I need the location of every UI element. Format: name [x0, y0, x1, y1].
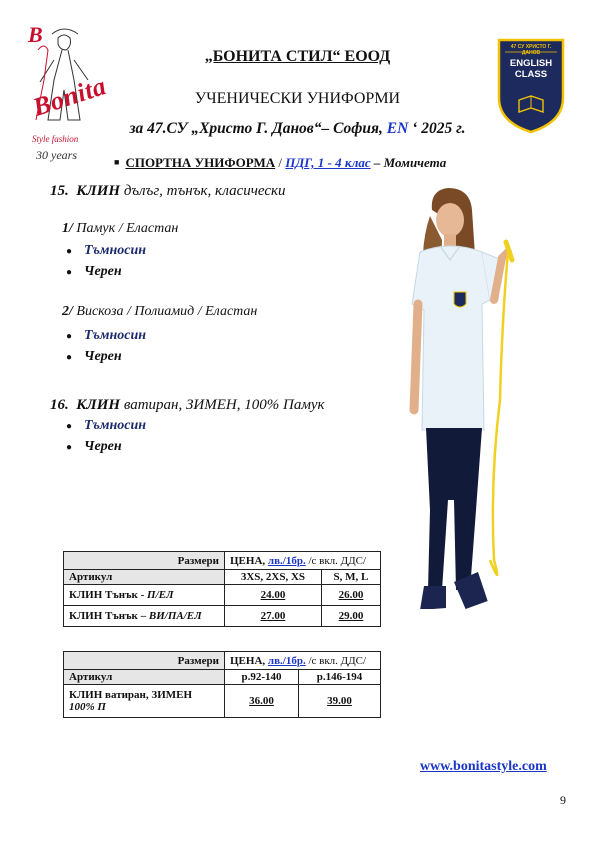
price-vat: /с вкл. ДДС/ [308, 654, 367, 667]
school-year: ‘ 2025 г. [412, 120, 466, 137]
bullet-icon: ● [66, 267, 73, 278]
item-16-title [50, 397, 325, 414]
size-col-1: р.92-140 [225, 670, 299, 685]
list-item [66, 436, 146, 457]
item-desc: дълъг, тънък, класически [123, 183, 286, 199]
item-desc: ватиран, ЗИМЕН, 100% Памук [123, 397, 325, 413]
material-text: Памук / Еластан [76, 221, 179, 236]
company-title: „БОНИТА СТИЛ“ ЕООД [204, 48, 391, 65]
sport-grade: ПДГ, 1 - 4 клас [285, 155, 371, 170]
list-item [66, 415, 146, 436]
logo-brand: Bonita [29, 71, 110, 122]
color-name: Тъмносин [84, 243, 147, 258]
article-name [64, 606, 225, 627]
article-name-text: КЛИН ватиран, ЗИМЕН [69, 689, 193, 701]
price-cell: 39.00 [298, 685, 380, 718]
color-name: Черен [84, 349, 122, 364]
material-1 [62, 221, 178, 237]
material-1-colors [66, 240, 146, 282]
logo-letter: B [28, 22, 43, 47]
price-label: ЦЕНА, [230, 654, 266, 667]
website-link[interactable]: www.bonitastyle.com [420, 759, 547, 774]
item-15-title [50, 183, 286, 200]
sizes-header: Размери [64, 552, 225, 570]
bullet-square-icon: ■ [114, 157, 120, 167]
sport-sep: / [275, 155, 286, 170]
item-name: КЛИН [76, 397, 121, 413]
price-label: ЦЕНА, [230, 554, 266, 567]
item-number: 16. [50, 397, 69, 413]
article-header: Артикул [64, 670, 225, 685]
article-fabric: 100% П [69, 701, 106, 713]
price-cell: 29.00 [321, 606, 380, 627]
girl-in-uniform-icon [390, 180, 530, 640]
school-name: за 47.СУ „Христо Г. Данов“– София, [129, 120, 383, 137]
color-name: Тъмносин [84, 418, 147, 433]
item-number: 15. [50, 183, 69, 199]
bullet-icon: ● [66, 331, 73, 342]
article-fabric: ВИ/ПА/ЕЛ [148, 610, 202, 622]
model-photo [390, 180, 530, 640]
price-cell: 26.00 [321, 585, 380, 606]
material-2-colors [66, 325, 146, 367]
price-table-2 [63, 651, 381, 718]
school-en: EN [386, 120, 409, 137]
price-unit: лв./1бр. [267, 554, 306, 567]
sport-label: СПОРТНА УНИФОРМА [125, 155, 276, 170]
table-row [64, 585, 381, 606]
price-header [225, 552, 381, 570]
sport-uniform-line [114, 155, 446, 171]
price-cell: 24.00 [225, 585, 322, 606]
price-table-1 [63, 551, 381, 627]
size-col-2: S, M, L [321, 570, 380, 585]
size-col-2: р.146-194 [298, 670, 380, 685]
sizes-header: Размери [64, 652, 225, 670]
logo-tagline: Style fashion [32, 134, 79, 144]
bullet-icon: ● [66, 442, 73, 453]
material-num: 1/ [62, 221, 73, 236]
list-item [66, 240, 146, 261]
material-2 [62, 304, 257, 320]
price-cell: 36.00 [225, 685, 299, 718]
logo-years: 30 years [36, 148, 77, 162]
item-name: КЛИН [76, 183, 121, 199]
bullet-icon: ● [66, 246, 73, 257]
badge-school-text: 47 СУ ХРИСТО Г. ДАНОВ [510, 44, 552, 56]
bullet-icon: ● [66, 352, 73, 363]
table-row [64, 606, 381, 627]
badge-line1: ENGLISH [509, 58, 553, 69]
price-vat: /с вкл. ДДС/ [308, 554, 367, 567]
list-item [66, 325, 146, 346]
document-subtitle: УЧЕНИЧЕСКИ УНИФОРМИ [194, 90, 401, 107]
article-name [64, 585, 225, 606]
color-name: Тъмносин [84, 328, 147, 343]
bullet-icon: ● [66, 421, 73, 432]
article-name-text: КЛИН Тънък - [69, 589, 148, 601]
article-fabric: П/ЕЛ [147, 589, 174, 601]
item-16-colors [66, 415, 146, 457]
school-line [0, 120, 595, 138]
color-name: Черен [84, 439, 122, 454]
price-header [225, 652, 381, 670]
list-item [66, 346, 146, 367]
article-name-text: КЛИН Тънък – [69, 610, 149, 622]
material-num: 2/ [62, 304, 73, 319]
price-unit: лв./1бр. [267, 654, 306, 667]
size-col-1: 3XS, 2XS, XS [225, 570, 322, 585]
article-header: Артикул [64, 570, 225, 585]
list-item [66, 261, 146, 282]
material-text: Вискоза / Полиамид / Еластан [76, 304, 258, 319]
color-name: Черен [84, 264, 122, 279]
page-number: 9 [560, 793, 566, 807]
article-name [64, 685, 225, 718]
badge-line2: CLASS [514, 69, 548, 80]
price-cell: 27.00 [225, 606, 322, 627]
sport-girls: – Момичета [370, 155, 447, 170]
table-row [64, 685, 381, 718]
